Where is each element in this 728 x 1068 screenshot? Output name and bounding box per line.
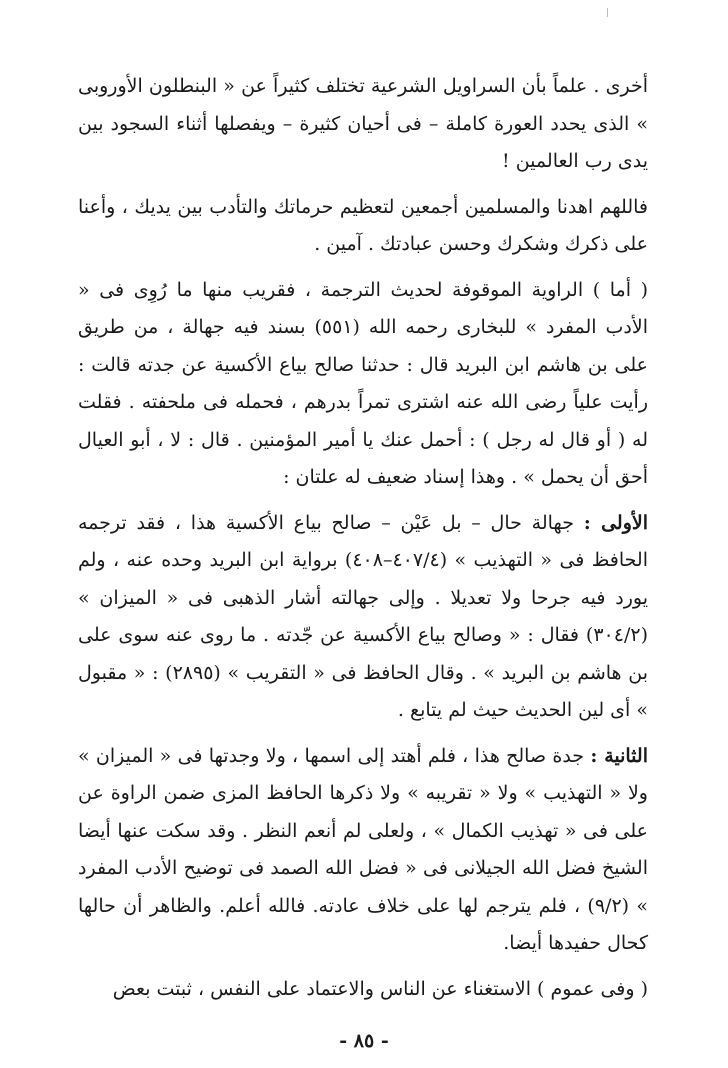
paragraph-text: فاللهم اهدنا والمسلمين أجمعين لتعظيم حرماتك والتأدب بين يديك ، وأعنا على ذكرك وشكرك وحسن عبادتك . آمين . (78, 195, 648, 255)
paragraph-text: ( أما ) الراوية الموقوفة لحديث الترجمة ، فقريب منها ما رُوِى فى « الأدب المفرد » للبخارى رحمه الله (٥٥١) بسند فيه جهالة ، من طريق على بن هاشم ابن البريد قال : حدثنا صالح بياع الأكسية عن جدته قالت : رأيت علياً رضى الله عنه اشترى تمراً بدرهم ، فحمله فى ملحفته . فقلت له ( أو قال له رجل ) : أحمل عنك يا أمير المؤمنين . قال : لا ، أبو العيال أحق أن يحمل » . وهذا إسناد ضعيف له علتان : (78, 278, 648, 488)
paragraph-continuation (78, 68, 648, 181)
first-defect-term: الأولى : (583, 511, 648, 534)
paragraph-second-defect (78, 738, 648, 963)
paragraph-text: جهالة حال – بل عَيْن – صالح بياع الأكسية هذا ، فقد ترجمه الحافظ فى « التهذيب » (٤٠٧/٤–٤٠٨) برواية ابن البريد وحده عنه ، ولم يورد فيه جرحا ولا تعديلا . وإلى جهالته أشار الذهبى فى « الميزان » (٣٠٤/٢) فقال : « وصالح بياع الأكسية عن جّدته . ما روى عنه سوى على بن هاشم بن البريد » . وقال الحافظ فى « التقريب » (٢٨٩٥) : « مقبول » أى لين الحديث حيث لم يتابع . (78, 511, 649, 721)
page-body (78, 68, 648, 1008)
paragraph-supplication (78, 189, 648, 264)
paragraph-text: أخرى . علماً بأن السراويل الشرعية تختلف كثيراً عن « البنطلون الأوروبى » الذى يحدد العورة كاملة – فى أحيان كثيرة – ويفصلها أثناء السجود بين يدى رب العالمين ! (78, 75, 648, 172)
paragraph-first-defect (78, 505, 648, 730)
paragraph-general-note (78, 971, 648, 1009)
paragraph-text: جدة صالح هذا ، فلم أهتد إلى اسمها ، ولا وجدتها فى « الميزان » ولا « التهذيب » ولا « تقريبه » ولا ذكرها الحافظ المزى ضمن الراوة عن على فى « تهذيب الكمال » ، ولعلى لم أنعم النظر . وقد سكت عنها أيضا الشيخ فضل الله الجيلانى فى « فضل الله الصمد فى توضيح الأدب المفرد » (٩/٢) ، فلم يترجم لها على خلاف عادته. فالله أعلم. والظاهر أن حالها كحال حفيدها أيضا. (78, 744, 649, 954)
page-number: - ٨٥ - (339, 1030, 389, 1052)
corner-mark (607, 8, 608, 17)
paragraph-mawquf-narration (78, 272, 648, 497)
second-defect-term: الثانية : (590, 744, 648, 767)
paragraph-text: ( وفى عموم ) الاستغناء عن الناس والاعتماد على النفس ، ثبتت بعض (112, 977, 648, 1000)
